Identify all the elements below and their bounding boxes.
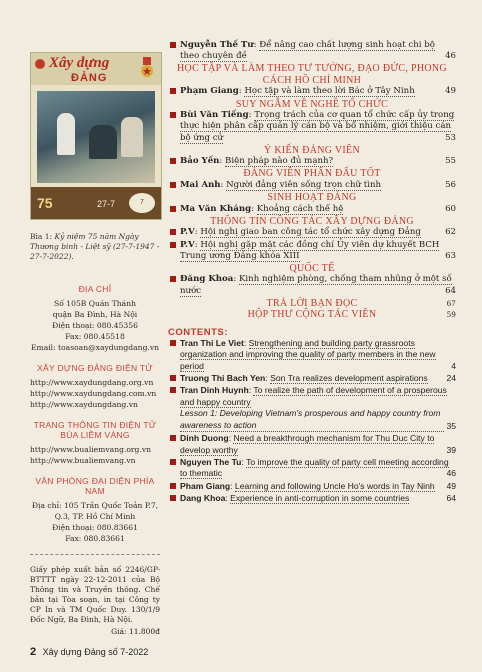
office-address: Địa chỉ: 105 Trần Quốc Toản P.7, Q.3, TP. Hồ Chí Minh [31, 501, 159, 521]
bullet-icon [170, 276, 176, 282]
toc-entry-en[interactable] [168, 385, 456, 432]
cover-issue-badge: 7 [129, 193, 155, 213]
separator: : [238, 86, 245, 97]
online-heading: XÂY DỰNG ĐẢNG ĐIỆN TỬ [37, 363, 153, 373]
table-of-contents [168, 40, 456, 506]
cover-anniversary: 75 [37, 195, 53, 211]
entry-title: To realize the path of development of a prosperous and happy country [180, 385, 447, 407]
entry-title: Khoảng cách thế hệ [256, 203, 344, 214]
entry-title: To improve the quality of party cell meeting according to thematic [180, 456, 449, 479]
page-number: 35 [446, 420, 456, 431]
price: Giá: 11.800đ [111, 627, 160, 636]
footer-text: Xây dựng Đảng số 7-2022 [42, 647, 149, 657]
page-number: 49 [446, 480, 456, 491]
toc-entry[interactable] [168, 86, 456, 97]
entry-title: Hội nghị giao ban công tác tổ chức xây dựng Đảng [200, 227, 421, 238]
separator: : [194, 239, 201, 250]
separator: : [194, 227, 201, 238]
cover-date: 27-7 [97, 199, 116, 209]
separator: : [233, 274, 239, 285]
page-number: 46 [446, 468, 456, 479]
toc-entry-en[interactable] [168, 373, 456, 384]
cover-figure [89, 125, 117, 159]
page-number: 53 [445, 132, 456, 143]
page-footer [30, 646, 148, 658]
bullet-icon [170, 483, 176, 489]
page-number: 59 [446, 309, 456, 320]
separator: : [253, 40, 260, 50]
toc-entry-en[interactable] [168, 481, 456, 492]
toc-entry[interactable] [168, 240, 456, 262]
bullet-icon [170, 375, 176, 381]
cover-subtitle: ĐẢNG [71, 72, 108, 84]
separator: : [251, 203, 257, 214]
email-line: Email: toasoan@xaydungdang.vn [30, 343, 160, 352]
office-fax: Fax: 080.83661 [65, 534, 125, 543]
toc-entry-en[interactable] [168, 433, 456, 456]
separator: : [228, 433, 234, 444]
toc-entry[interactable] [168, 156, 456, 167]
medal-icon [139, 57, 155, 79]
category-label: THÔNG TIN CÔNG TÁC XÂY DỰNG ĐẢNG [210, 215, 414, 227]
entry-author: P.V [180, 239, 195, 250]
separator: : [243, 337, 249, 348]
category-label: SINH HOẠT ĐẢNG [267, 192, 357, 204]
online-links [30, 377, 160, 410]
cover-footer-band [31, 187, 161, 219]
bullet-icon [170, 206, 176, 212]
toc-entry-en[interactable] [168, 338, 456, 372]
entry-title: Trọng trách của cơ quan tổ chức cấp ủy trong thực hiện phân cấp quản lý cán bộ và bổ nhiệm, giới thiệu cán bộ ứng cử [180, 110, 455, 143]
entry-author: Tran Dinh Huynh [180, 385, 249, 396]
bullet-icon [170, 495, 176, 501]
address-heading: ĐỊA CHỈ [78, 284, 112, 294]
toc-category [168, 63, 456, 86]
website-link[interactable]: http://www.xaydungdang.com.vn [30, 389, 157, 398]
toc-entry[interactable] [168, 110, 456, 144]
fax-line: Fax: 080.45518 [65, 332, 125, 341]
toc-category [168, 99, 456, 111]
bullet-icon [170, 387, 176, 393]
entry-author: Pham Giang [180, 480, 231, 491]
toc-category [168, 216, 456, 228]
page-number: 60 [445, 203, 456, 214]
category-label: HỘP THƯ CỘNG TÁC VIÊN [247, 309, 377, 321]
cover-caption [30, 232, 160, 262]
bullet-icon [170, 42, 176, 48]
page-number: 39 [446, 444, 456, 455]
entry-title: Experience in anti-corruption in some countries [230, 493, 410, 504]
entry-title: Need a breakthrough mechanism for Thu Duc City to develop worthy [180, 433, 435, 455]
separator: : [220, 179, 227, 190]
bullet-icon [170, 229, 176, 235]
party-emblem-icon [35, 59, 45, 69]
category-label: QUỐC TẾ [289, 262, 335, 274]
cover-masthead [31, 53, 161, 85]
toc-entry[interactable] [168, 40, 456, 62]
toc-entry[interactable] [168, 227, 456, 238]
entry-subtitle: Lesson 1: Developing Vietnam's prosperous and happy country from awareness to action [180, 408, 456, 432]
separator: : [225, 493, 231, 504]
address-line: quận Ba Đình, Hà Nội [52, 310, 138, 319]
cover-figure [121, 117, 143, 157]
bullet-icon [170, 88, 176, 94]
cover-title: Xây dựng [49, 55, 110, 71]
separator: : [265, 373, 271, 384]
address-line: Số 105B Quán Thánh [54, 299, 136, 308]
toc-entry[interactable] [168, 204, 456, 215]
entry-author: Truong Thi Bach Yen [180, 373, 266, 384]
entry-title: Hội nghị gặp mặt các đồng chí Ủy viên dự khuyết BCH Trung ương Đảng khóa XIII [180, 239, 440, 261]
page-number: 2 [30, 646, 37, 658]
page-number: 46 [445, 51, 456, 62]
bullet-icon [170, 435, 176, 441]
cover-image [30, 52, 162, 220]
entry-title: Learning and following Uncle Ho's words in Tay Ninh [234, 480, 435, 491]
entry-author: Phạm Giang [180, 86, 239, 97]
entry-title: Son Tra realizes development aspirations [270, 373, 428, 384]
category-label: Ý KIẾN ĐẢNG VIÊN [264, 144, 360, 156]
entry-author: Dang Khoa [180, 493, 226, 504]
entry-author: Nguyễn Thế Tư [180, 40, 254, 50]
page-number: 62 [445, 227, 456, 238]
page-number: 64 [445, 285, 456, 296]
website-link[interactable]: http://www.bualiemvang.vn [30, 456, 136, 465]
entry-author: Nguyen The Tu [180, 456, 242, 467]
toc-category [168, 263, 456, 275]
bualiem-links [30, 444, 160, 466]
website-link[interactable]: http://www.bualiemvang.org.vn [30, 445, 152, 454]
office-phone: Điện thoại: 080.83661 [52, 523, 138, 532]
entry-title: Học tập và làm theo lời Bác ở Tây Ninh [244, 86, 415, 97]
cover-figure [57, 113, 75, 155]
toc-entry[interactable] [168, 274, 456, 296]
address-block [30, 298, 160, 353]
website-link[interactable]: http://www.xaydungdang.org.vn [30, 378, 154, 387]
entry-title: Để nâng cao chất lượng sinh hoạt chi bộ theo chuyên đề [180, 40, 435, 62]
entry-author: Bảo Yến [180, 156, 220, 167]
category-label: SUY NGẪM VỀ NGHỀ TỔ CHỨC [235, 98, 389, 110]
page-number: 49 [445, 86, 456, 97]
phone-line: Điện thoại: 080.45356 [52, 321, 138, 330]
toc-category [168, 192, 456, 204]
entry-author: Tran Thi Le Viet [180, 337, 244, 348]
separator: : [248, 110, 255, 121]
page-number: 67 [446, 297, 456, 308]
entry-author: Mai Anh [180, 179, 221, 190]
entry-title: Kinh nghiệm phòng, chống tham nhũng ở một số nước [180, 274, 452, 296]
toc-entry-en[interactable] [168, 493, 456, 504]
entry-title: Người đảng viên sống trọn chữ tình [226, 179, 382, 190]
page-number: 55 [445, 156, 456, 167]
entry-title: Biện pháp nào đủ mạnh? [225, 156, 334, 167]
entry-author: Bùi Văn Tiếng [180, 110, 249, 121]
office-heading: VĂN PHÒNG ĐẠI DIỆN PHÍA NAM [35, 476, 155, 496]
entry-author: Đăng Khoa [180, 274, 234, 285]
bullet-icon [170, 242, 176, 248]
caption-text: Kỷ niệm 75 năm Ngày Thương binh - Liệt sỹ (27-7-1947 - 27-7-2022). [30, 232, 160, 261]
caption-label: Bìa 1: [30, 232, 53, 241]
license-text: Giấy phép xuất bản số 2246/GP-BTTTT ngày 22-12-2011 của Bộ Thông tin và Truyền thông. Chế bản tại Tòa soạn, in tại Công ty CP In và TM Quốc Duy. 130/1/9 Đốc Ngữ, Ba Đình, Hà Nội. [30, 565, 160, 624]
website-link[interactable]: http://www.xaydungdang.vn [30, 400, 138, 409]
page-number: 24 [446, 373, 456, 384]
category-label: ĐẢNG VIÊN PHẤN ĐẤU TỐT [243, 168, 381, 180]
divider [30, 554, 160, 555]
office-block [30, 500, 160, 544]
entry-author: Dinh Duong [180, 433, 229, 444]
separator: : [241, 456, 247, 467]
separator: : [248, 385, 254, 396]
toc-category [168, 298, 456, 310]
entry-title: Strengthening and building party grassroots organization and improving the quality of party members in the new period [180, 337, 436, 371]
toc-category [168, 309, 456, 321]
contents-heading: CONTENTS: [168, 326, 228, 338]
bualiem-heading: TRANG THÔNG TIN ĐIỆN TỬ BÚA LIỀM VÀNG [33, 420, 157, 440]
page-number: 4 [451, 360, 456, 371]
toc-category [168, 145, 456, 157]
separator: : [230, 480, 235, 491]
bullet-icon [170, 459, 176, 465]
toc-entry-en[interactable] [168, 457, 456, 480]
toc-category [168, 168, 456, 180]
category-label: HỌC TẬP VÀ LÀM THEO TƯ TƯỞNG, ĐẠO ĐỨC, PHONG CÁCH HỒ CHÍ MINH [177, 63, 447, 86]
bullet-icon [170, 340, 176, 346]
bullet-icon [170, 182, 176, 188]
separator: : [219, 156, 226, 167]
page-number: 64 [446, 493, 456, 504]
page-number: 63 [445, 250, 456, 261]
toc-entry[interactable] [168, 180, 456, 191]
entry-author: Ma Văn Kháng [180, 203, 252, 214]
bullet-icon [170, 112, 176, 118]
category-label: TRẢ LỜI BẠN ĐỌC [266, 297, 358, 309]
bullet-icon [170, 158, 176, 164]
entry-author: P.V [180, 227, 195, 238]
page-number: 56 [445, 179, 456, 190]
left-column [30, 52, 160, 636]
